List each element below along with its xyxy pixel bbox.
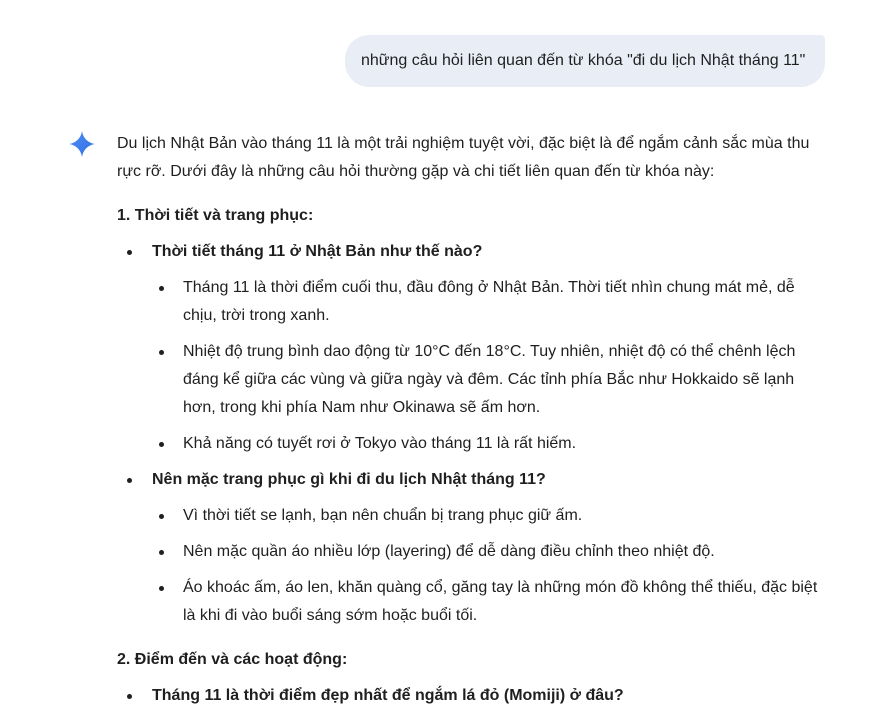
answer-item: Khả năng có tuyết rơi ở Tokyo vào tháng 11 là rất hiếm. bbox=[183, 430, 829, 458]
answer-list bbox=[152, 502, 829, 630]
question-text: Thời tiết tháng 11 ở Nhật Bản như thế nào? bbox=[152, 243, 483, 260]
question-text: Nên mặc trang phục gì khi đi du lịch Nhật tháng 11? bbox=[152, 471, 546, 488]
answer-item: Áo khoác ấm, áo len, khăn quàng cổ, găng tay là những món đồ không thể thiếu, đặc biệt là khi đi vào buổi sáng sớm hoặc buổi tối. bbox=[183, 574, 829, 630]
section-heading: 2. Điểm đến và các hoạt động: bbox=[117, 651, 348, 668]
question-list bbox=[117, 238, 829, 630]
answer-list bbox=[152, 274, 829, 458]
section-heading: 1. Thời tiết và trang phục: bbox=[117, 207, 314, 224]
question-list bbox=[117, 682, 829, 710]
user-prompt-text: những câu hỏi liên quan đến từ khóa "đi du lịch Nhật tháng 11" bbox=[361, 52, 806, 69]
answer-item: Nên mặc quần áo nhiều lớp (layering) để dễ dàng điều chỉnh theo nhiệt độ. bbox=[183, 538, 829, 566]
user-prompt-bubble bbox=[345, 35, 825, 87]
question-item bbox=[152, 238, 829, 458]
assistant-response bbox=[117, 130, 829, 718]
question-item bbox=[152, 466, 829, 630]
gemini-sparkle-icon bbox=[69, 131, 95, 157]
question-item bbox=[152, 682, 829, 710]
question-text: Tháng 11 là thời điểm đẹp nhất để ngắm lá đỏ (Momiji) ở đâu? bbox=[152, 687, 624, 704]
answer-item: Tháng 11 là thời điểm cuối thu, đầu đông ở Nhật Bản. Thời tiết nhìn chung mát mẻ, dễ chịu, trời trong xanh. bbox=[183, 274, 829, 330]
answer-item: Nhiệt độ trung bình dao động từ 10°C đến 18°C. Tuy nhiên, nhiệt độ có thể chênh lệch đáng kể giữa các vùng và giữa ngày và đêm. Các tỉnh phía Bắc như Hokkaido sẽ lạnh hơn, trong khi phía Nam như Okinawa sẽ ấm hơn. bbox=[183, 338, 829, 422]
answer-item: Vì thời tiết se lạnh, bạn nên chuẩn bị trang phục giữ ấm. bbox=[183, 502, 829, 530]
response-intro: Du lịch Nhật Bản vào tháng 11 là một trải nghiệm tuyệt vời, đặc biệt là để ngắm cảnh sắc mùa thu rực rỡ. Dưới đây là những câu hỏi thường gặp và chi tiết liên quan đến từ khóa này: bbox=[117, 135, 810, 180]
